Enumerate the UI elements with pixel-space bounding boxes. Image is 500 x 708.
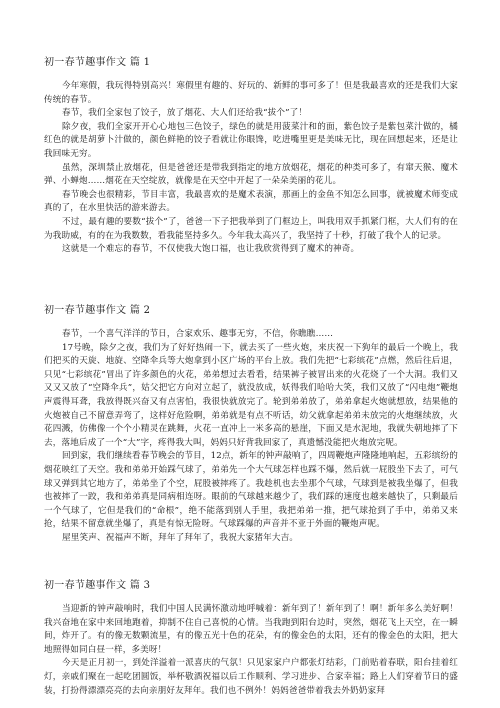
paragraph: 屋里笑声、祝福声不断，拜年了拜年了，我祝大家猪年大吉。 [62,532,299,543]
paragraph: 春节，我们全家包了饺子，放了烟花、大人们还给我“拔个”了！ [62,108,308,119]
paragraph: 除夕夜，我们全家开开心心地包三色饺子，绿色的就是用菠菜汁和的面，紫色饺子是紫包菜汁做的，橘红色的就是胡萝卜汁做的，颜色鲜艳的饺子看就让你眼馋，吃进嘴里更是美味无比，现在回想起来，还是让我回味无穷。 [44,121,458,159]
paragraph: 今天是正月初一，到处洋溢着一派喜庆的气氛！只见家家户户都张灯结彩，门前贴着春联，阳台挂着红灯，亲戚们聚在一起吃团圆饭，举杯敬酒祝福以后工作顺利、学习进步、合家幸福；路上人们穿着节日的盛装，打扮得漂漂亮亮的去向亲朋好友拜年。我们也不例外！妈妈爸爸带着我去外奶奶家拜 [44,658,458,696]
paragraph: 这就是一个难忘的春节，不仅使我大饱口福，也让我欣赏得到了魔术的神奇。 [62,244,360,255]
paragraph: 今年寒假，我玩得特别高兴！寒假里有趣的、好玩的、新鲜的事可多了！但是我最喜欢的还是我们大家传统的春节。 [44,81,458,105]
essay-body [44,80,458,257]
paragraph: 当迎新的钟声敲响时，我们中国人民满怀激动地呼喊着：新年到了！新年到了！啊！新年多么美好啊！我兴奋地在家中来回地跑着，抑制不住自己喜悦的心情。当我跑到阳台边时，突然，烟花飞上天空，在一瞬间，炸开了。有的像无数颗流星，有的像五光十色的花朵，有的像金色的太阳，还有的像金色的太阳，把大地照得如同白昼一样，多美呀！ [44,604,458,655]
paragraph: 春节，一个喜气洋洋的节日，合家欢乐、趣事无穷，不信，你瞧瞧…… [62,329,334,339]
paragraph: 虽然，深圳禁止放烟花，但是爸爸还是带我到指定的地方放烟花，烟花的种类可多了，有窜天猴、魔术弹、小蝉炮……烟花在天空绽放，就像是在天空中开起了一朵朵美丽的花儿。 [44,162,458,187]
essay-title: 初一春节趣事作文 篇 1 [44,57,151,68]
essay-title: 初一春节趣事作文 篇 2 [44,305,151,316]
paragraph: 17号晚，除夕之夜，我们为了好好热闹一下，就去买了一些火炮，来庆祝一下狗年的最后一个晚上，我们把买的天旋、地旋、空降伞兵等大炮拿到小区广场的平台上放。我们先把“七彩缤花”点燃，然后往后退，只见“七彩缤花”冒出了许多颜色的火花，弟弟想过去看看，结果裤子被冒出来的火花烧了一个大洞。我们又又又又放了“空降伞兵”，姑父把它方向对立起了，就没放成，妖得我们哈哈大笑，我们又放了“闪电炮”鞭炮声震得耳聋，我放得既兴奋又有点害怕，我很快就放完了。轮到弟弟放了，弟弟拿起火炮就想放，结果他的火炮被自己不留意弄弯了，这样好危险啊，弟弟就是有点不听话，幼父就拿起弟弟未放完的火炮继续放，火花四溅，仿佛像一个个小精灵在跳舞，火花一直冲上一米多高的悬崖，下面又是水泥地，我就失朝地摔了下去，落地后成了一个“大”字，疼得我大叫，妈妈只好背我回家了，真遗憾没能把火炮放完呢。 [44,342,458,448]
paragraph: 回到家，我们继续看春节晚会的节目，12点，新年的钟声敲响了，四周鞭炮声隆隆地响起，五彩缤纷的烟花映红了天空。我和弟弟开始踩气球了，弟弟先一个大气球怎样也踩不爆，然后就一屁股坐下去了，可气球又弹到其它地方了，弟弟坐了个空，屁股被摔疼了。我趁机也去坐那个气球，气球到是被我坐爆了，但我也被摔了一跤，我和弟弟真是同病相连呀。眼前的气球越来越少了，我们踩的速度也越来越快了，只剩最后一个气球了，它但是我们的“命根”，绝不能落到别人手里，我把弟弟一推，把气球抢到了手中，弟弟又来抢，结果不留意就坐爆了，真是有惊无险呀。气球踩爆的声音并不亚于外面的鞭炮声呢。 [44,451,458,530]
essay-title: 初一春节趣事作文 篇 3 [44,580,151,591]
essay-body [44,328,458,546]
paragraph: 不过，最有趣的要数“拔个”了，爸爸一下子把我举到了门框边上，叫我用双手抓紧门框，大人们有的在为我助威，有的在为我数数，看我能坚持多久。今年我太高兴了，我坚持了十秒，打破了我个人的记录。 [44,216,458,241]
paragraph: 春节晚会也很精彩，节目丰富，我最喜欢的是魔术表演，那画上的金鱼不知怎么回事，就被魔术师变成真的了，在水里快活的游来游去。 [44,189,458,214]
essay-body [44,603,458,698]
